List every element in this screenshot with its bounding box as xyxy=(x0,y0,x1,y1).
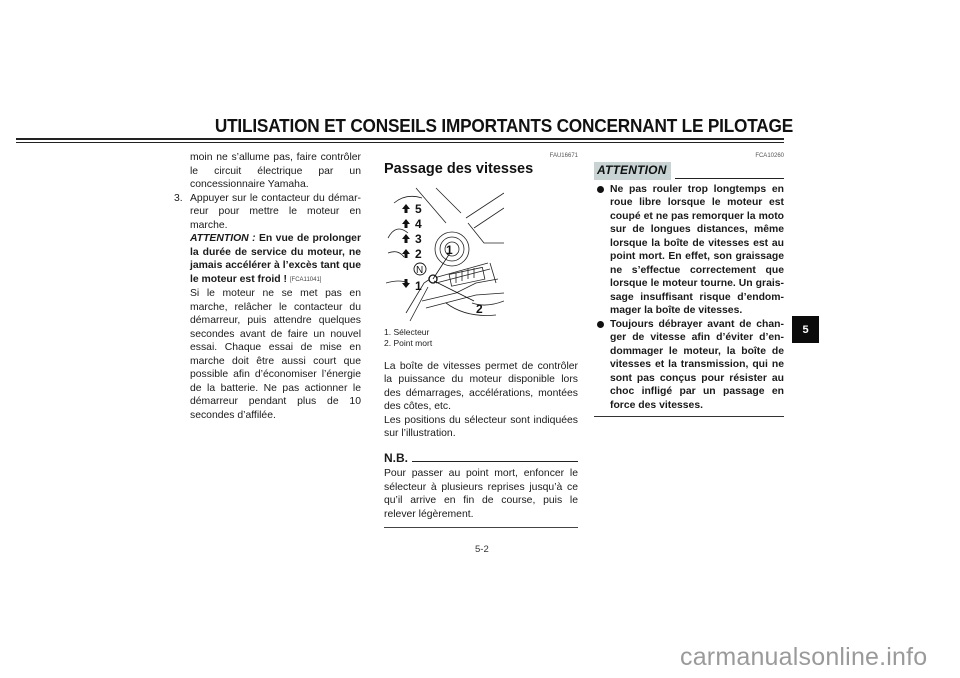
column-2 xyxy=(384,152,578,528)
attention-inline xyxy=(190,232,361,287)
step-followup: Si le moteur ne se met pas en marche, relâcher le contacteur du démarreur, puis attendre quelques secondes avant de faire un nouvel essai. Chaque essai de mise en marche doit être aussi court que possible afin d’économiser l’énergie de la batterie. Ne pas actionner le démarreur pendant plus de 10 secondes d’affilée. xyxy=(190,288,361,421)
gear-shift-illustration xyxy=(386,183,504,323)
attention-code: FCA10260 xyxy=(755,153,784,159)
paragraph-2: Les positions du sélecteur sont indiquées sur l’illustration. xyxy=(384,414,578,439)
watermark: carmanualsonline.info xyxy=(680,643,928,671)
column-1 xyxy=(174,151,361,422)
up-arrow-icons xyxy=(402,204,410,258)
title-double-rule xyxy=(16,138,784,143)
step-number: 3. xyxy=(174,192,183,204)
attention-bullet-2 xyxy=(594,318,784,413)
gear-label-n: N xyxy=(416,264,424,276)
callout-1: 1 xyxy=(446,242,453,257)
down-arrow-icon xyxy=(402,279,410,288)
shift-pedal-drawing xyxy=(386,183,504,323)
bullet-dot-icon xyxy=(597,321,604,328)
attention-inline-label: ATTENTION : xyxy=(190,233,256,244)
bullet-dot-icon xyxy=(597,186,604,193)
attention-bottom-rule xyxy=(594,416,784,417)
figure-captions xyxy=(384,327,578,350)
step-3 xyxy=(174,192,361,423)
page-header xyxy=(172,115,794,137)
column-3 xyxy=(594,152,784,417)
attention-badge: ATTENTION xyxy=(594,162,671,180)
callout-2: 2 xyxy=(476,301,483,316)
section-title: Passage des vitesses xyxy=(384,161,534,177)
attention-header-rule xyxy=(675,178,784,179)
attention-bullet-1 xyxy=(594,183,784,318)
chapter-tab: 5 xyxy=(792,316,819,343)
paragraph-1: La boîte de vitesses permet de contrôler la puissance du moteur disponible lors des démarrages, accélérations, montées des côtes, etc. xyxy=(384,360,578,412)
page-title: UTILISATION ET CONSEILS IMPORTANTS CONCERNANT LE PILOTAGE xyxy=(214,115,794,136)
attention-header xyxy=(594,162,784,180)
bullet-text: Ne pas rouler trop longtemps en roue libre lorsque le moteur est coupé et ne pas remorquer la moto sur de longues distances, même lorsque la boîte de vitesses est au point mort. En effet, son graissage ne s’effectue correctement que lorsque le moteur tourne. Un graissage insuffisant risque d’endommager la boîte de vitesses. xyxy=(610,183,784,316)
attention-inline-text: En vue de prolonger la durée de service du moteur, ne jamais accélérer à l’excès tant que le moteur est froid ! xyxy=(190,233,362,285)
caption-2: 2. Point mort xyxy=(384,338,433,348)
attention-code: [FCA11041] xyxy=(289,276,322,283)
attention-bullets xyxy=(594,183,784,413)
note-header-rule xyxy=(412,461,578,462)
gear-label-4: 4 xyxy=(415,216,422,231)
bullet-text: Toujours débrayer avant de changer de vitesse afin d’éviter d’endommager le moteur, la boîte de vitesses et la transmission, qui ne sont pas conçus pour résister au choc infligé par un passage en force des vitesses. xyxy=(610,318,784,411)
continuation-text: moin ne s’allume pas, faire contrôler le circuit électrique par un concessionnaire Yamaha. xyxy=(190,152,361,190)
gear-label-1: 1 xyxy=(415,278,422,293)
caption-1: 1. Sélecteur xyxy=(384,326,430,337)
gear-label-3: 3 xyxy=(415,231,422,246)
gear-label-5: 5 xyxy=(415,201,422,216)
note-label: N.B. xyxy=(384,450,408,465)
section-code: FAU16671 xyxy=(549,153,578,159)
page-number: 5-2 xyxy=(475,544,489,555)
note-text: Pour passer au point mort, enfoncer le sélecteur à plusieurs reprises jusqu’à ce qu’il arrive en fin de course, puis le relever légèrement. xyxy=(384,468,578,520)
gear-label-2: 2 xyxy=(415,246,422,261)
step-text: Appuyer sur le contacteur du démarreur pour mettre le moteur en marche. xyxy=(190,192,361,231)
note-bottom-rule xyxy=(384,527,578,528)
note-header xyxy=(384,452,578,466)
